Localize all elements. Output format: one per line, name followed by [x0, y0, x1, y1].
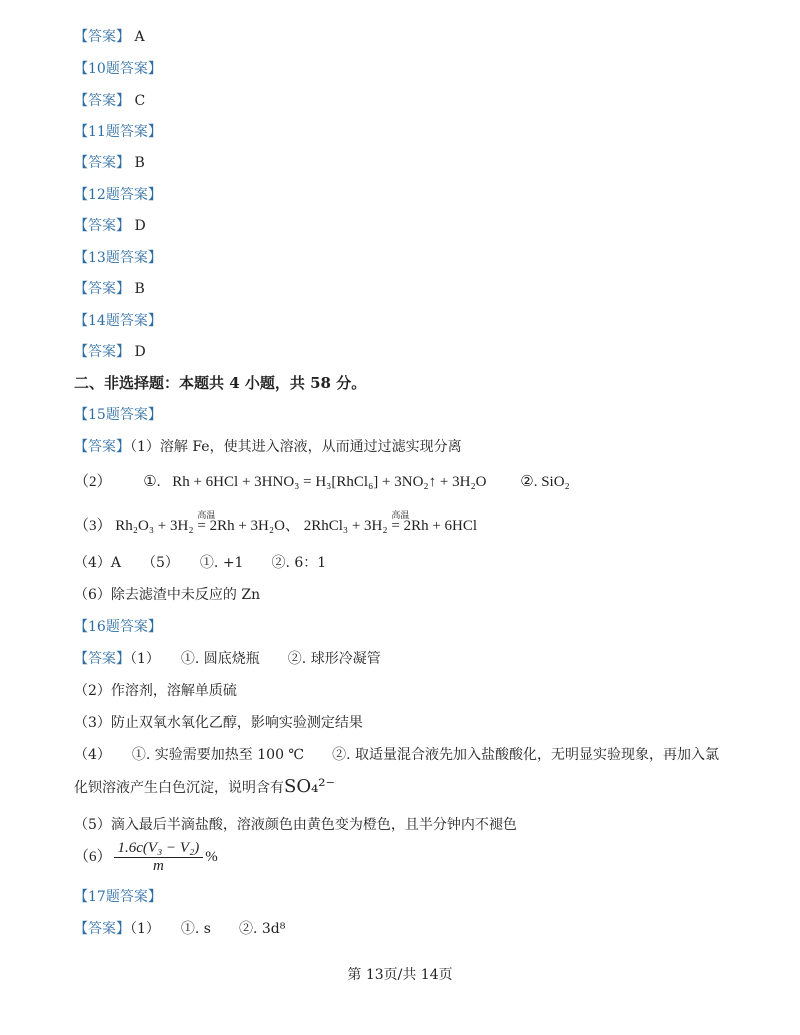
- q15-line-2: [74, 470, 570, 491]
- answer-tag: 【答案】: [74, 155, 130, 171]
- q15-eq1-left: Rh₂O₃ + 3H₂: [115, 518, 194, 534]
- answer-tag: 【答案】: [74, 921, 130, 937]
- condition-equals: [391, 510, 410, 535]
- q15-eq2-right: 2Rh + 6HCl: [403, 518, 478, 534]
- q15-line-1: [74, 436, 462, 456]
- answer-10: [74, 90, 145, 110]
- question-11-header: 【11题答案】: [74, 124, 162, 140]
- q15-equation-1: Rh + 6HCl + 3HNO₃ = H₃[RhCl₆] + 3NO₂↑ + 3H₂O: [172, 474, 487, 490]
- sulfate-ion: SO₄²⁻: [284, 776, 336, 797]
- condition-label: 高温: [197, 510, 216, 520]
- answer-tag: 【答案】: [74, 93, 130, 109]
- condition-equals: [197, 510, 216, 535]
- answer-value: B: [134, 155, 145, 171]
- answer-tag: 【答案】: [74, 29, 130, 45]
- page-footer: 第 13页/共 14页: [347, 967, 453, 983]
- answer-value: D: [134, 218, 146, 234]
- q15-prefix-3: （3）: [74, 518, 112, 534]
- fraction-denominator: m: [152, 858, 164, 874]
- q16-prefix-6: （6）: [74, 848, 112, 865]
- q16-line-5: （5）滴入最后半滴盐酸，溶液颜色由黄色变为橙色，且半分钟内不褪色: [74, 817, 517, 833]
- q16-line-3: （3）防止双氧水氧化乙醇，影响实验测定结果: [74, 715, 363, 731]
- answer-13: [74, 278, 145, 298]
- answer-value: D: [134, 344, 146, 360]
- percent-sign: %: [205, 848, 218, 865]
- answer-14: [74, 341, 146, 361]
- answer-tag: 【答案】: [74, 344, 130, 360]
- q17-text-1: （1） ①. s ②. 3d⁸: [130, 921, 286, 937]
- question-14-header: 【14题答案】: [74, 313, 162, 329]
- answer-value: C: [134, 93, 146, 109]
- equals-sign: =: [197, 518, 206, 534]
- equals-sign: =: [391, 518, 400, 534]
- answer-tag: 【答案】: [74, 439, 130, 455]
- answer-9: [74, 26, 145, 46]
- q16-line-2: （2）作溶剂，溶解单质硫: [74, 683, 237, 699]
- q16-line-4: （4） ①. 实验需要加热至 100 ℃ ②. 取适量混合液先加入盐酸酸化，无明显实验现象，再加入氯: [74, 747, 719, 763]
- answer-tag: 【答案】: [74, 281, 130, 297]
- q16-line-1: [74, 648, 381, 668]
- q15-prefix-2: （2）: [74, 474, 112, 490]
- question-15-header: 【15题答案】: [74, 407, 162, 423]
- section-title: 二、非选择题：本题共 4 小题，共 58 分。: [74, 374, 367, 392]
- q15-eq1-right: 2Rh + 3H₂O: [209, 518, 285, 534]
- q17-line-1: [74, 918, 285, 938]
- q15-eq2-left: 2RhCl₃ + 3H₂: [303, 518, 388, 534]
- q16-text-1: （1） ①. 圆底烧瓶 ②. 球形冷凝管: [130, 651, 381, 667]
- q15-text-1: （1）溶解 Fe，使其进入溶液，从而通过过滤实现分离: [130, 439, 462, 455]
- answer-tag: 【答案】: [74, 651, 130, 667]
- answer-tag: 【答案】: [74, 218, 130, 234]
- condition-label: 高温: [391, 510, 410, 520]
- question-10-header: 【10题答案】: [74, 61, 162, 77]
- q15-mark-1: ①.: [143, 474, 161, 490]
- answer-value: B: [134, 281, 145, 297]
- q15-separator: 、: [284, 518, 300, 534]
- q15-line-6: （6）除去滤渣中未反应的 Zn: [74, 587, 261, 603]
- question-13-header: 【13题答案】: [74, 250, 162, 266]
- q15-mark-2: ②. SiO₂: [520, 474, 570, 490]
- fraction: [114, 840, 204, 875]
- q16-text-4b: 化钡溶液产生白色沉淀，说明含有: [74, 780, 284, 796]
- question-16-header: 【16题答案】: [74, 619, 162, 635]
- answer-12: [74, 215, 146, 235]
- answer-11: [74, 152, 145, 172]
- q16-line-4b: [74, 776, 335, 797]
- fraction-numerator: 1.6c(V₃ − V₂): [114, 840, 204, 858]
- question-12-header: 【12题答案】: [74, 187, 162, 203]
- q15-line-4: （4）A （5） ①. +1 ②. 6：1: [74, 555, 327, 571]
- q15-line-3: [74, 510, 478, 535]
- answer-value: A: [134, 29, 145, 45]
- q16-line-6: [74, 840, 218, 875]
- question-17-header: 【17题答案】: [74, 889, 162, 905]
